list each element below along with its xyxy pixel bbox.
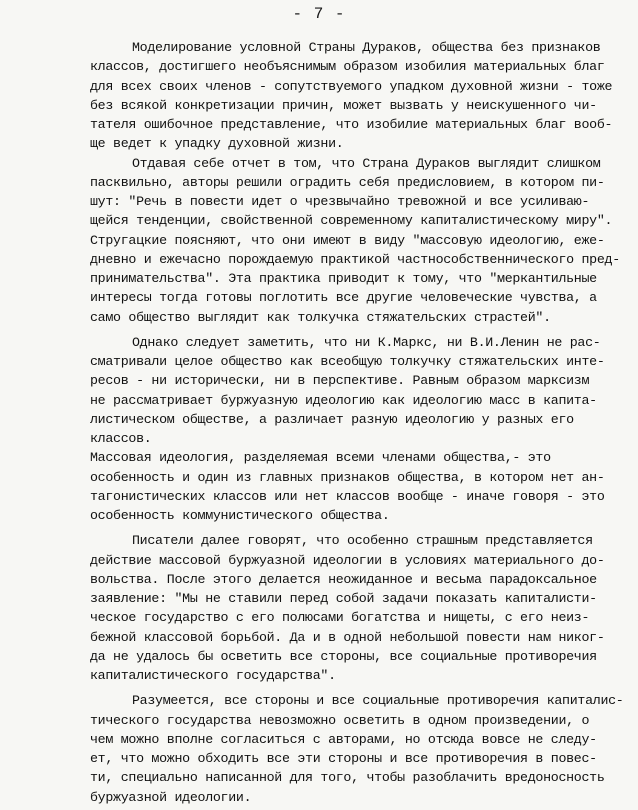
paragraph-4 xyxy=(90,448,625,525)
text-line: принимательства". Эта практика приводит к тому, что "меркантильные xyxy=(90,271,597,286)
text-line: ческое государство с его полюсами богатства и нищеты, с его неиз- xyxy=(90,610,590,626)
document-body xyxy=(90,38,625,807)
text-line: действие массовой буржуазной идеологии в условиях материального до- xyxy=(90,552,605,568)
text-line: листическом обществе, а различает разную идеологию у разных его xyxy=(90,411,574,427)
text-line: без всякой конкретизации причин, может вызвать у неискушенного чи- xyxy=(90,97,597,113)
text-line: чем можно вполне согласиться с авторами, но отсюда вовсе не следу- xyxy=(90,731,597,747)
text-line: Отдавая себе отчет в том, что Страна Дураков выглядит слишком xyxy=(132,155,601,171)
text-line: классов. xyxy=(90,431,152,446)
paragraph-6 xyxy=(90,691,625,807)
text-line: особенность и один из главных признаков общества, в котором нет ан- xyxy=(90,469,605,485)
text-line: пасквильно, авторы решили оградить себя предисловием, в котором пи- xyxy=(90,174,605,190)
text-line: бежной классовой борьбой. Да и в одной небольшой повести нам никог- xyxy=(90,629,605,645)
text-line: да не удалось бы осветить все стороны, все социальные противоречия xyxy=(90,648,597,664)
text-line: ти, специально написанной для того, чтобы разоблачить вредоносность xyxy=(90,770,605,786)
text-line: Стругацкие поясняют, что они имеют в виду "массовую идеологию, еже- xyxy=(90,232,605,248)
text-line: буржуазной идеологии. xyxy=(90,789,252,805)
text-line: ще ведет к упадку духовной жизни. xyxy=(90,136,344,152)
text-line: тического государства невозможно осветить в одном произведении, о xyxy=(90,712,590,728)
page-number: - 7 - xyxy=(292,5,346,23)
text-line: Массовая идеология, разделяемая всеми членами общества,- это xyxy=(90,450,551,466)
text-line: ет, что можно обходить все эти стороны и все противоречия в повес- xyxy=(90,751,597,766)
paragraph-5 xyxy=(90,531,625,685)
text-line: щейся тенденции, свойственной современному капиталистическому миру". xyxy=(90,213,613,229)
text-line: особенность коммунистического общества. xyxy=(90,508,390,523)
text-line: само общество выглядит как толкучка стяжательских страстей". xyxy=(90,309,551,325)
text-line: интересы тогда готовы поглотить все другие человеческие чувства, а xyxy=(90,290,597,306)
paragraph-1 xyxy=(90,38,625,154)
paragraph-3 xyxy=(90,333,625,449)
paragraph-2 xyxy=(90,154,625,327)
text-line: сматривали целое общество как всеобщую толкучку стяжательских инте- xyxy=(90,354,605,369)
text-line: Однако следует заметить, что ни К.Маркс, ни В.И.Ленин не рас- xyxy=(132,334,601,350)
text-line: Разумеется, все стороны и все социальные противоречия капиталис- xyxy=(132,693,624,709)
text-line: капиталистического государства". xyxy=(90,668,336,683)
text-line: для всех своих членов - сопутствуемого упадком духовной жизни - тоже xyxy=(90,78,613,94)
text-line: дневно и ежечасно порождаемую практикой частнособственнического пред- xyxy=(90,251,620,267)
text-line: шут: "Речь в повести идет о чрезвычайно тревожной и все усиливаю- xyxy=(90,194,590,209)
text-line: классов, достигшего необъяснимым образом изобилия материальных благ xyxy=(90,59,605,75)
text-line: ресов - ни исторически, ни в перспективе. Равным образом марксизм xyxy=(90,373,590,389)
text-line: тагонистических классов или нет классов вообще - иначе говоря - это xyxy=(90,488,605,504)
text-line: тателя ошибочное представление, что изобилие материальных благ вооб- xyxy=(90,117,613,132)
text-line: не рассматривает буржуазную идеологию как идеологию масс в капита- xyxy=(90,392,597,408)
text-line: Моделирование условной Страны Дураков, общества без признаков xyxy=(132,40,601,55)
text-line: Писатели далее говорят, что особенно страшным представляется xyxy=(132,533,593,549)
text-line: заявление: "Мы не ставили перед собой задачи показать капиталисти- xyxy=(90,591,597,606)
text-line: вольства. После этого делается неожиданное и весьма парадоксальное xyxy=(90,571,597,587)
